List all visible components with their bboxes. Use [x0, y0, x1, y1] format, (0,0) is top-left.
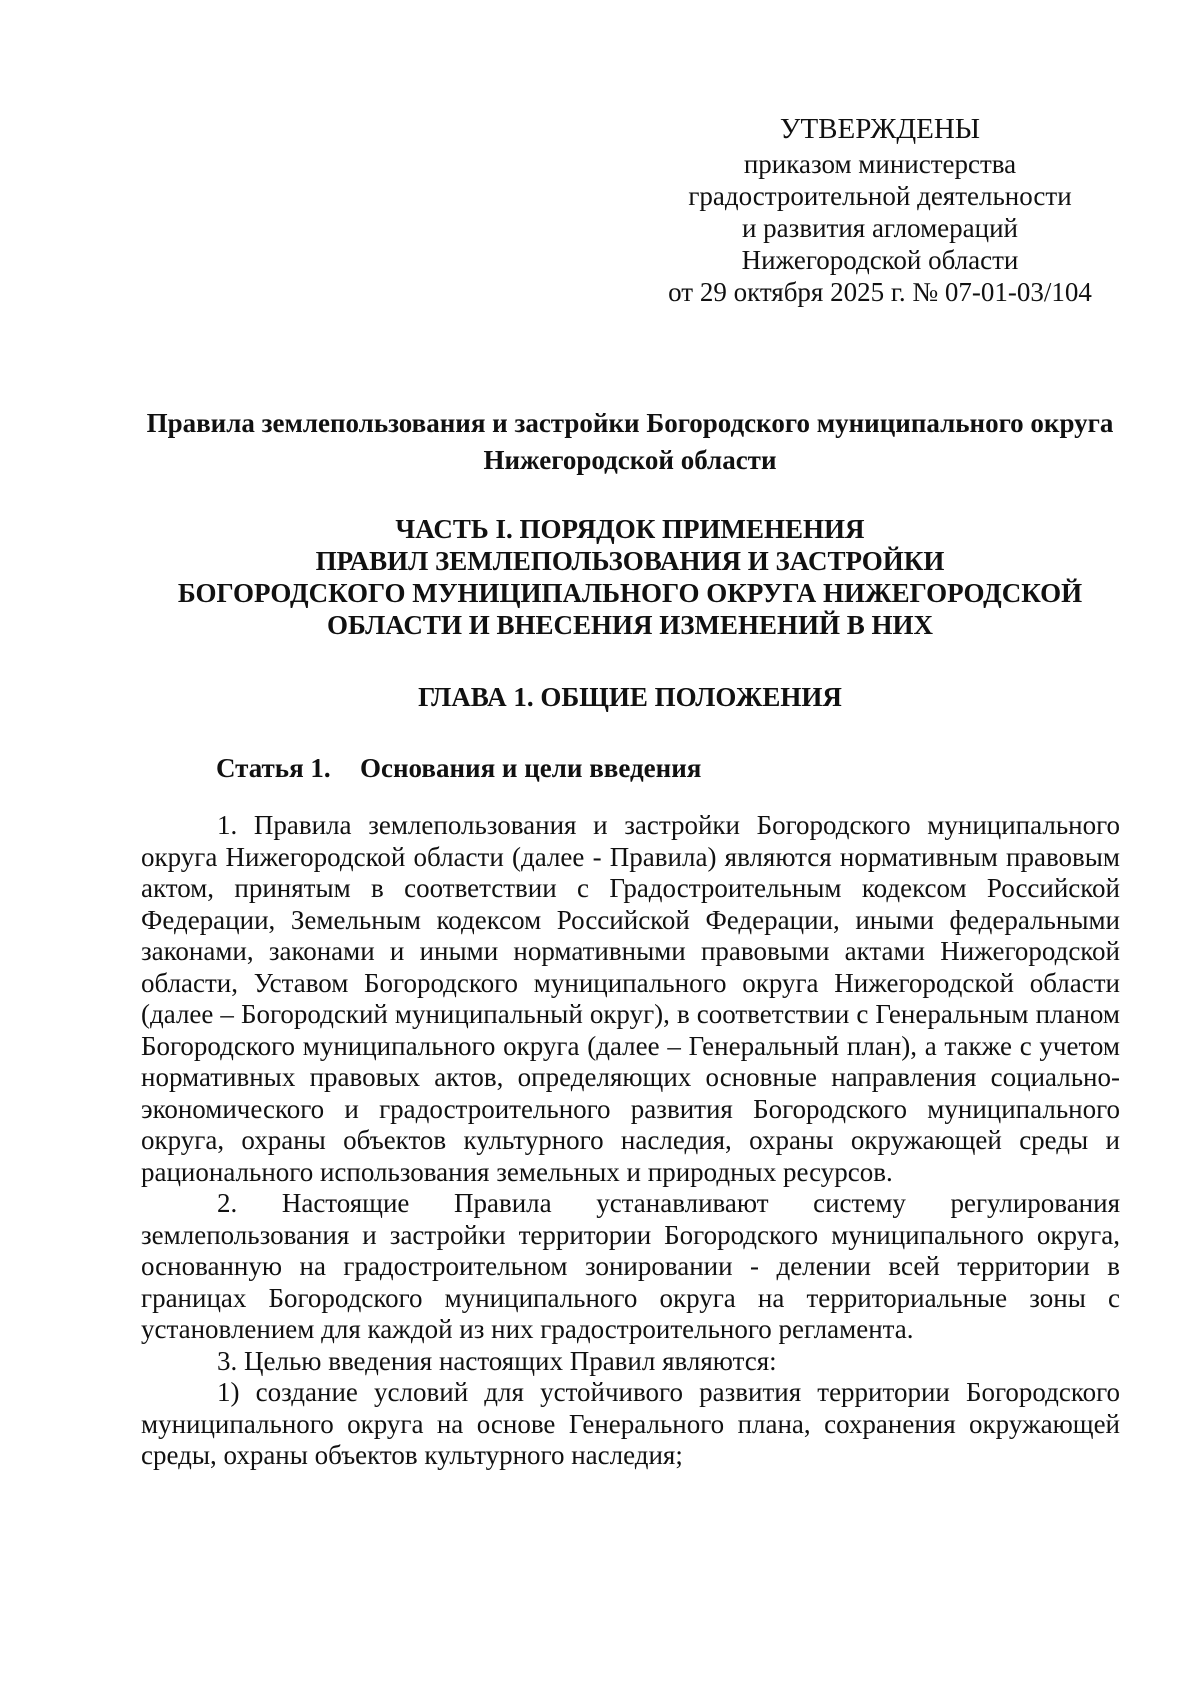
article-number: Статья 1.	[216, 753, 331, 783]
article-heading	[216, 752, 701, 784]
paragraph: 3. Целью введения настоящих Правил являются:	[217, 1345, 777, 1376]
approval-date-number: от 29 октября 2025 г. № 07-01-03/104	[668, 277, 1092, 307]
approval-line: градостроительной деятельности	[688, 181, 1072, 211]
approval-line: приказом министерства	[743, 149, 1017, 179]
list-item: 1) создание условий для устойчивого развития территории Богородского муниципального округа на основе Генерального плана, сохранения окружающей среды, охраны объектов культурного наследия;	[141, 1377, 1120, 1470]
approval-stamp	[640, 112, 1120, 308]
part-title-line: ОБЛАСТИ И ВНЕСЕНИЯ ИЗМЕНЕНИЙ В НИХ	[326, 610, 933, 640]
part-title-line: ПРАВИЛ ЗЕМЛЕПОЛЬЗОВАНИЯ И ЗАСТРОЙКИ	[315, 546, 945, 576]
part-title-line: ЧАСТЬ I. ПОРЯДОК ПРИМЕНЕНИЯ	[395, 514, 865, 544]
approval-line: Нижегородской области	[741, 245, 1019, 275]
document-body	[141, 810, 1120, 1472]
chapter-title: ГЛАВА 1. ОБЩИЕ ПОЛОЖЕНИЯ	[418, 682, 842, 712]
approval-heading: УТВЕРЖДЕНЫ	[779, 113, 981, 145]
part-title-line: БОГОРОДСКОГО МУНИЦИПАЛЬНОГО ОКРУГА НИЖЕГОРОДСКОЙ	[177, 578, 1083, 608]
article-title: Основания и цели введения	[360, 753, 702, 783]
paragraph: 1. Правила землепользования и застройки Богородского муниципального округа Нижегородской области (далее - Правила) являются нормативным правовым актом, принятым в соответствии с Градостроительным кодексом Российской Федерации, Земельным кодексом Российской Федерации, иными федеральными законами, законами и иными нормативными правовыми актами Нижегородской области, Уставом Богородского муниципального округа Нижегородской области (далее – Богородский муниципальный округ), в соответствии с Генеральным планом Богородского муниципального округа (далее – Генеральный план), а также с учетом нормативных правовых актов, определяющих основные направления социально-экономического и градостроительного развития Богородского муниципального округа, охраны объектов культурного наследия, охраны окружающей среды и рационального использования земельных и природных ресурсов.	[141, 810, 1120, 1187]
paragraph: 2. Настоящие Правила устанавливают систему регулирования землепользования и застройки территории Богородского муниципального округа, основанную на градостроительном зонировании - делении всей территории в границах Богородского муниципального округа на территориальные зоны с установлением для каждой из них градостроительного регламента.	[141, 1188, 1120, 1344]
part-title	[140, 513, 1120, 641]
approval-line: и развития агломераций	[741, 213, 1018, 243]
document-title: Правила землепользования и застройки Богородского муниципального округа Нижегородской области	[146, 408, 1114, 475]
